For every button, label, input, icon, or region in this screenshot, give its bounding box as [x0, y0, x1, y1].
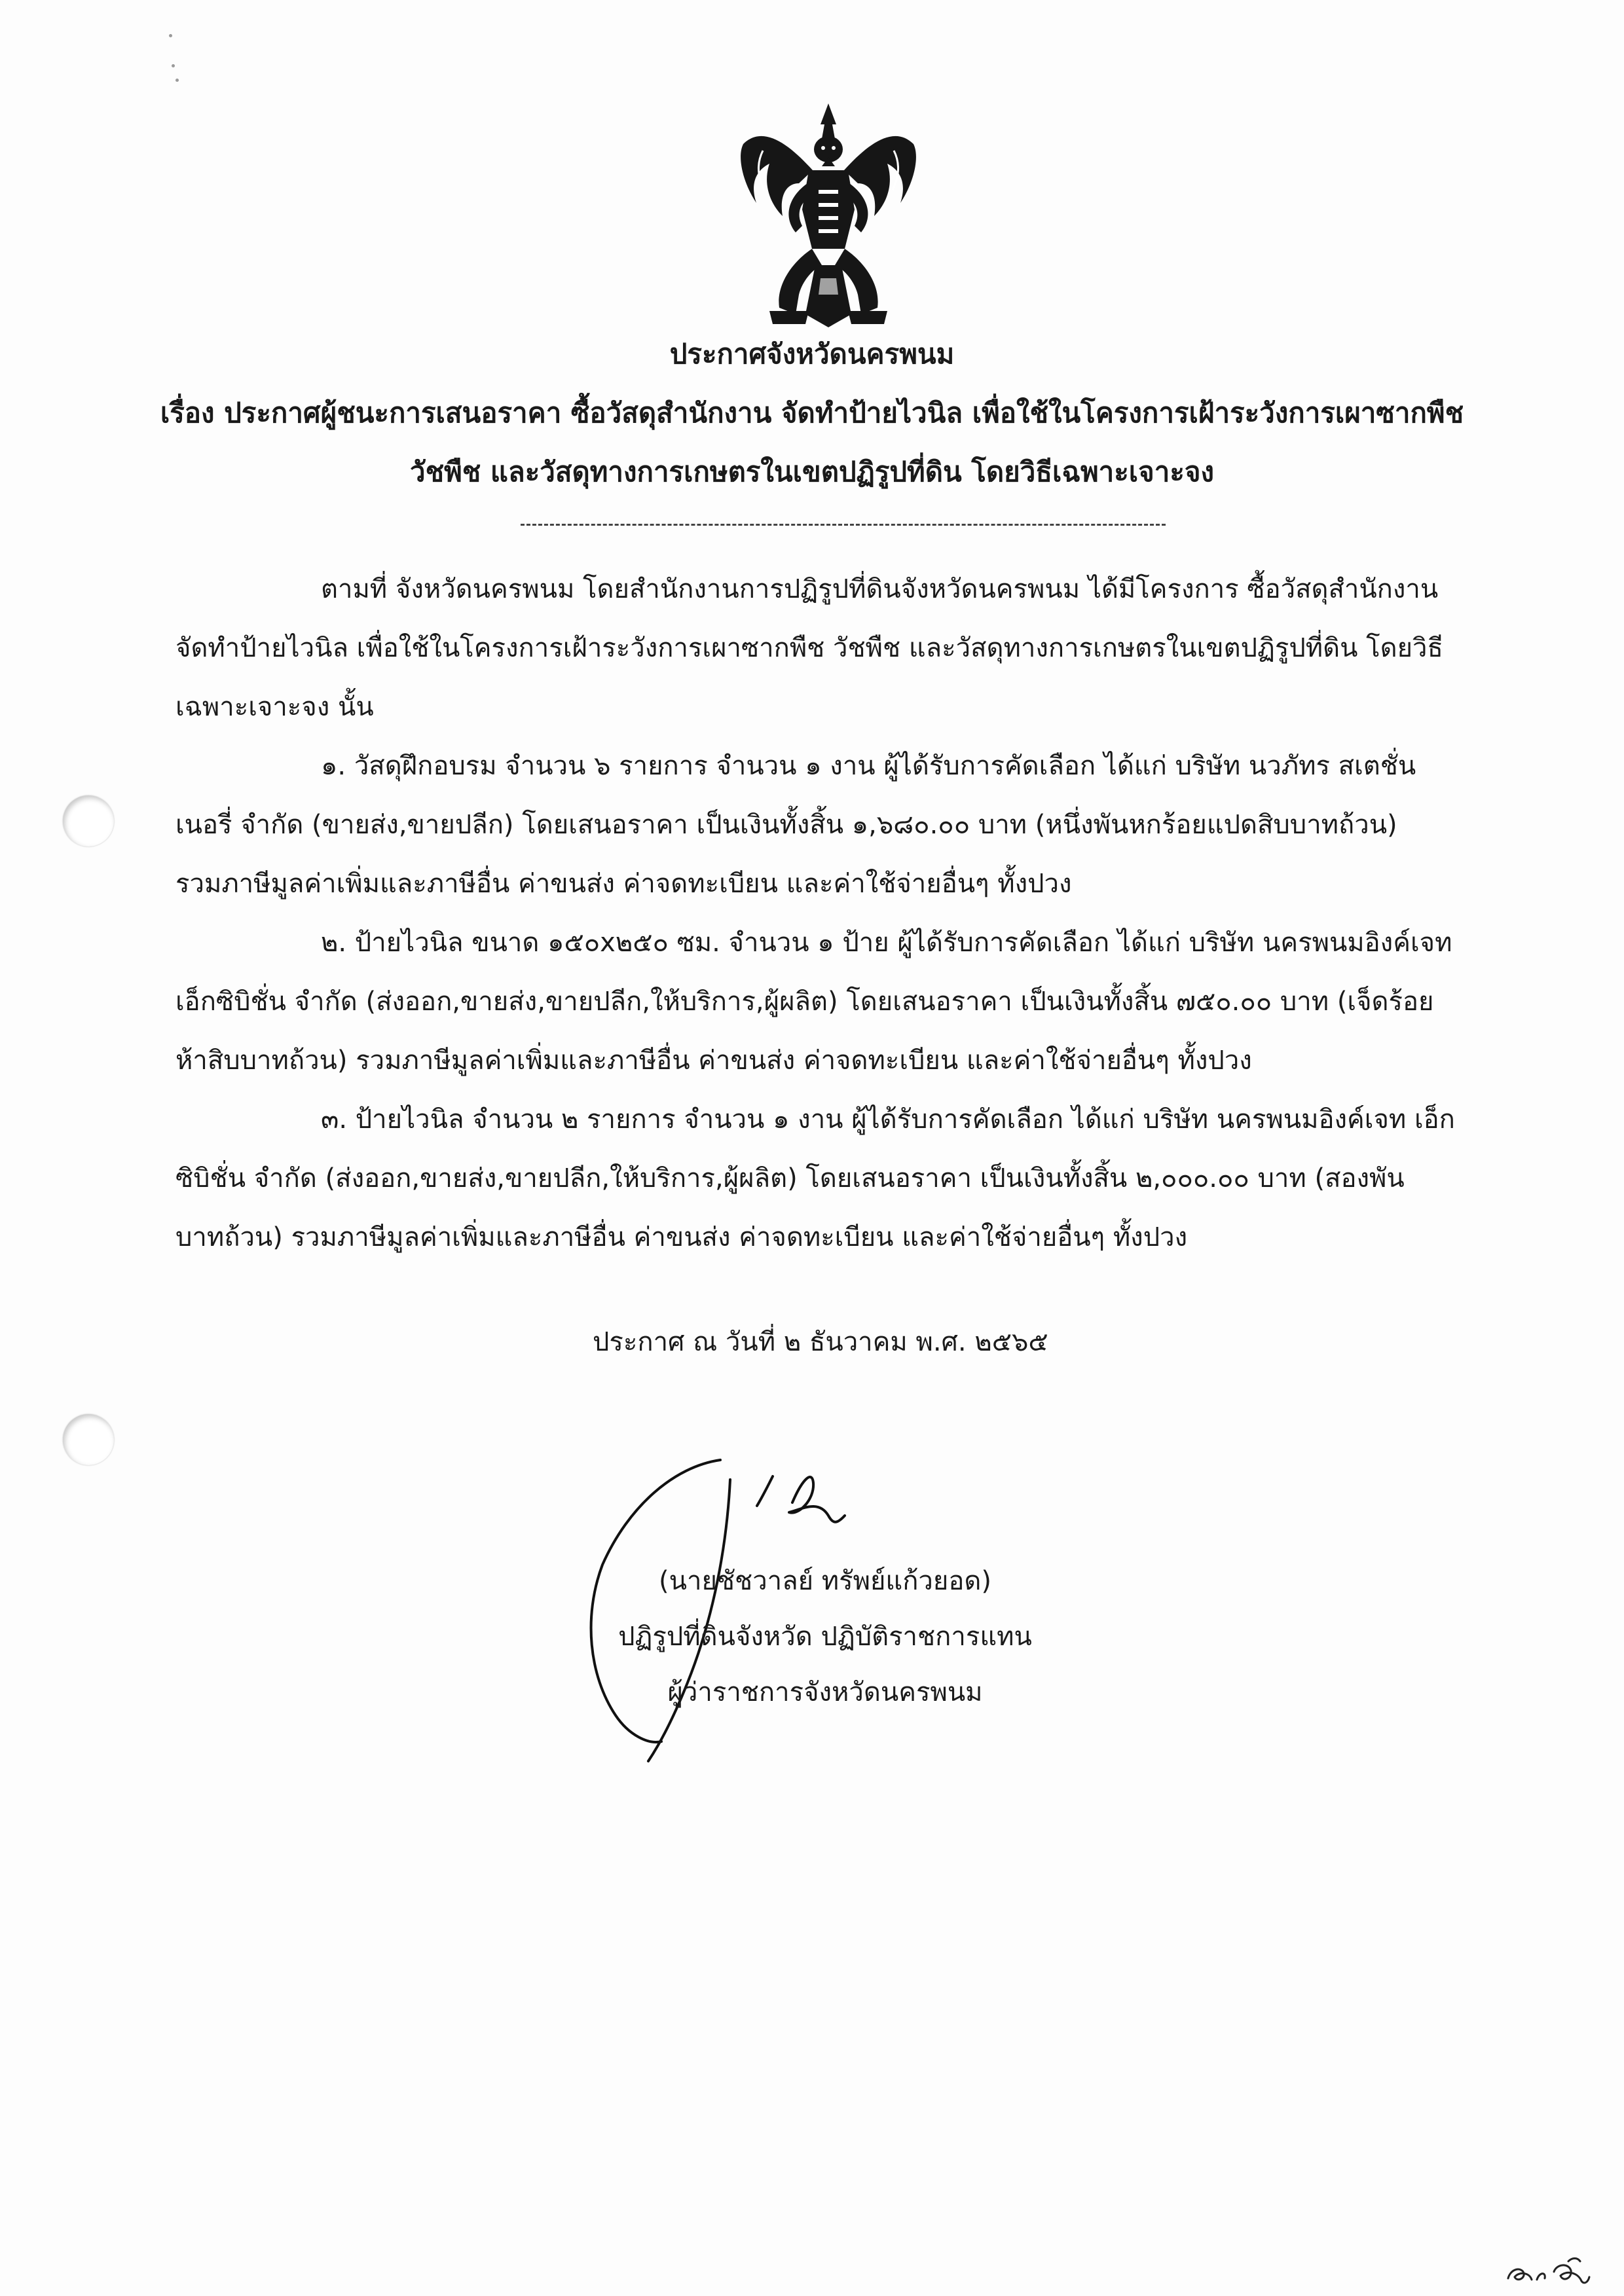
garuda-emblem-icon [737, 98, 920, 331]
subject-line-1: เรื่อง ประกาศผู้ชนะการเสนอราคา ซื้อวัสดุสำนักงาน จัดทำป้ายไวนิล เพื่อใช้ในโครงการเฝ้าระวังการเผาซากพืช [160, 397, 1464, 429]
intro-line-3: เฉพาะเจาะจง นั้น [175, 692, 374, 722]
signer-name: (นายชัชวาลย์ ทรัพย์แก้วยอด) [659, 1566, 991, 1596]
signer-title-1: ปฏิรูปที่ดินจังหวัด ปฏิบัติราชการแทน [618, 1622, 1032, 1652]
paper-speck [172, 64, 175, 67]
item-1-line-1: ๑. วัสดุฝึกอบรม จำนวน ๖ รายการ จำนวน ๑ งาน ผู้ได้รับการคัดเลือก ได้แก่ บริษัท นวภัทร สเตชั่น [321, 751, 1416, 781]
punch-hole-upper [63, 795, 114, 847]
page-initials-icon [1503, 2252, 1595, 2288]
intro-line-2: จัดทำป้ายไวนิล เพื่อใช้ในโครงการเฝ้าระวังการเผาซากพืช วัชพืช และวัสดุทางการเกษตรในเขตปฏิรูปที่ดิน โดยวิธี [175, 633, 1443, 663]
signer-title-2: ผู้ว่าราชการจังหวัดนครพนม [667, 1677, 983, 1707]
separator-line [521, 524, 1166, 526]
item-3-line-3: บาทถ้วน) รวมภาษีมูลค่าเพิ่มและภาษีอื่น ค่าขนส่ง ค่าจดทะเบียน และค่าใช้จ่ายอื่นๆ ทั้งปวง [175, 1222, 1188, 1252]
item-2-line-3: ห้าสิบบาทถ้วน) รวมภาษีมูลค่าเพิ่มและภาษีอื่น ค่าขนส่ง ค่าจดทะเบียน และค่าใช้จ่ายอื่นๆ ทั้งปวง [175, 1046, 1252, 1076]
announce-date: ประกาศ ณ วันที่ ๒ ธันวาคม พ.ศ. ๒๕๖๕ [593, 1327, 1048, 1357]
item-1-line-3: รวมภาษีมูลค่าเพิ่มและภาษีอื่น ค่าขนส่ง ค่าจดทะเบียน และค่าใช้จ่ายอื่นๆ ทั้งปวง [175, 869, 1072, 899]
item-2-line-2: เอ็กซิบิชั่น จำกัด (ส่งออก,ขายส่ง,ขายปลีก,ให้บริการ,ผู้ผลิต) โดยเสนอราคา เป็นเงินทั้งสิ้น ๗๕๐.๐๐ บาท (เจ็ดร้อย [175, 987, 1434, 1017]
handwritten-signature-icon [576, 1453, 1048, 1768]
paper-speck [169, 34, 172, 37]
item-3-line-2: ซิบิชั่น จำกัด (ส่งออก,ขายส่ง,ขายปลีก,ให้บริการ,ผู้ผลิต) โดยเสนอราคา เป็นเงินทั้งสิ้น ๒,๐๐๐.๐๐ บาท (สองพัน [175, 1163, 1405, 1194]
subject-line-2: วัชพืช และวัสดุทางการเกษตรในเขตปฏิรูปที่ดิน โดยวิธีเฉพาะเจาะจง [409, 456, 1215, 488]
intro-line-1: ตามที่ จังหวัดนครพนม โดยสำนักงานการปฏิรูปที่ดินจังหวัดนครพนม ได้มีโครงการ ซื้อวัสดุสำนักงาน [321, 574, 1439, 604]
punch-hole-lower [63, 1414, 114, 1465]
item-2-line-1: ๒. ป้ายไวนิล ขนาด ๑๕๐x๒๕๐ ซม. จำนวน ๑ ป้าย ผู้ได้รับการคัดเลือก ได้แก่ บริษัท นครพนมอิงค์เจท [321, 928, 1452, 958]
item-1-line-2: เนอรี่ จำกัด (ขายส่ง,ขายปลีก) โดยเสนอราคา เป็นเงินทั้งสิ้น ๑,๖๘๐.๐๐ บาท (หนึ่งพันหกร้อยแปดสิบบาทถ้วน) [175, 810, 1397, 840]
paper-speck [175, 79, 179, 82]
item-3-line-1: ๓. ป้ายไวนิล จำนวน ๒ รายการ จำนวน ๑ งาน ผู้ได้รับการคัดเลือก ได้แก่ บริษัท นครพนมอิงค์เจท เอ็ก [321, 1104, 1455, 1135]
document-heading: ประกาศจังหวัดนครพนม [669, 338, 955, 370]
